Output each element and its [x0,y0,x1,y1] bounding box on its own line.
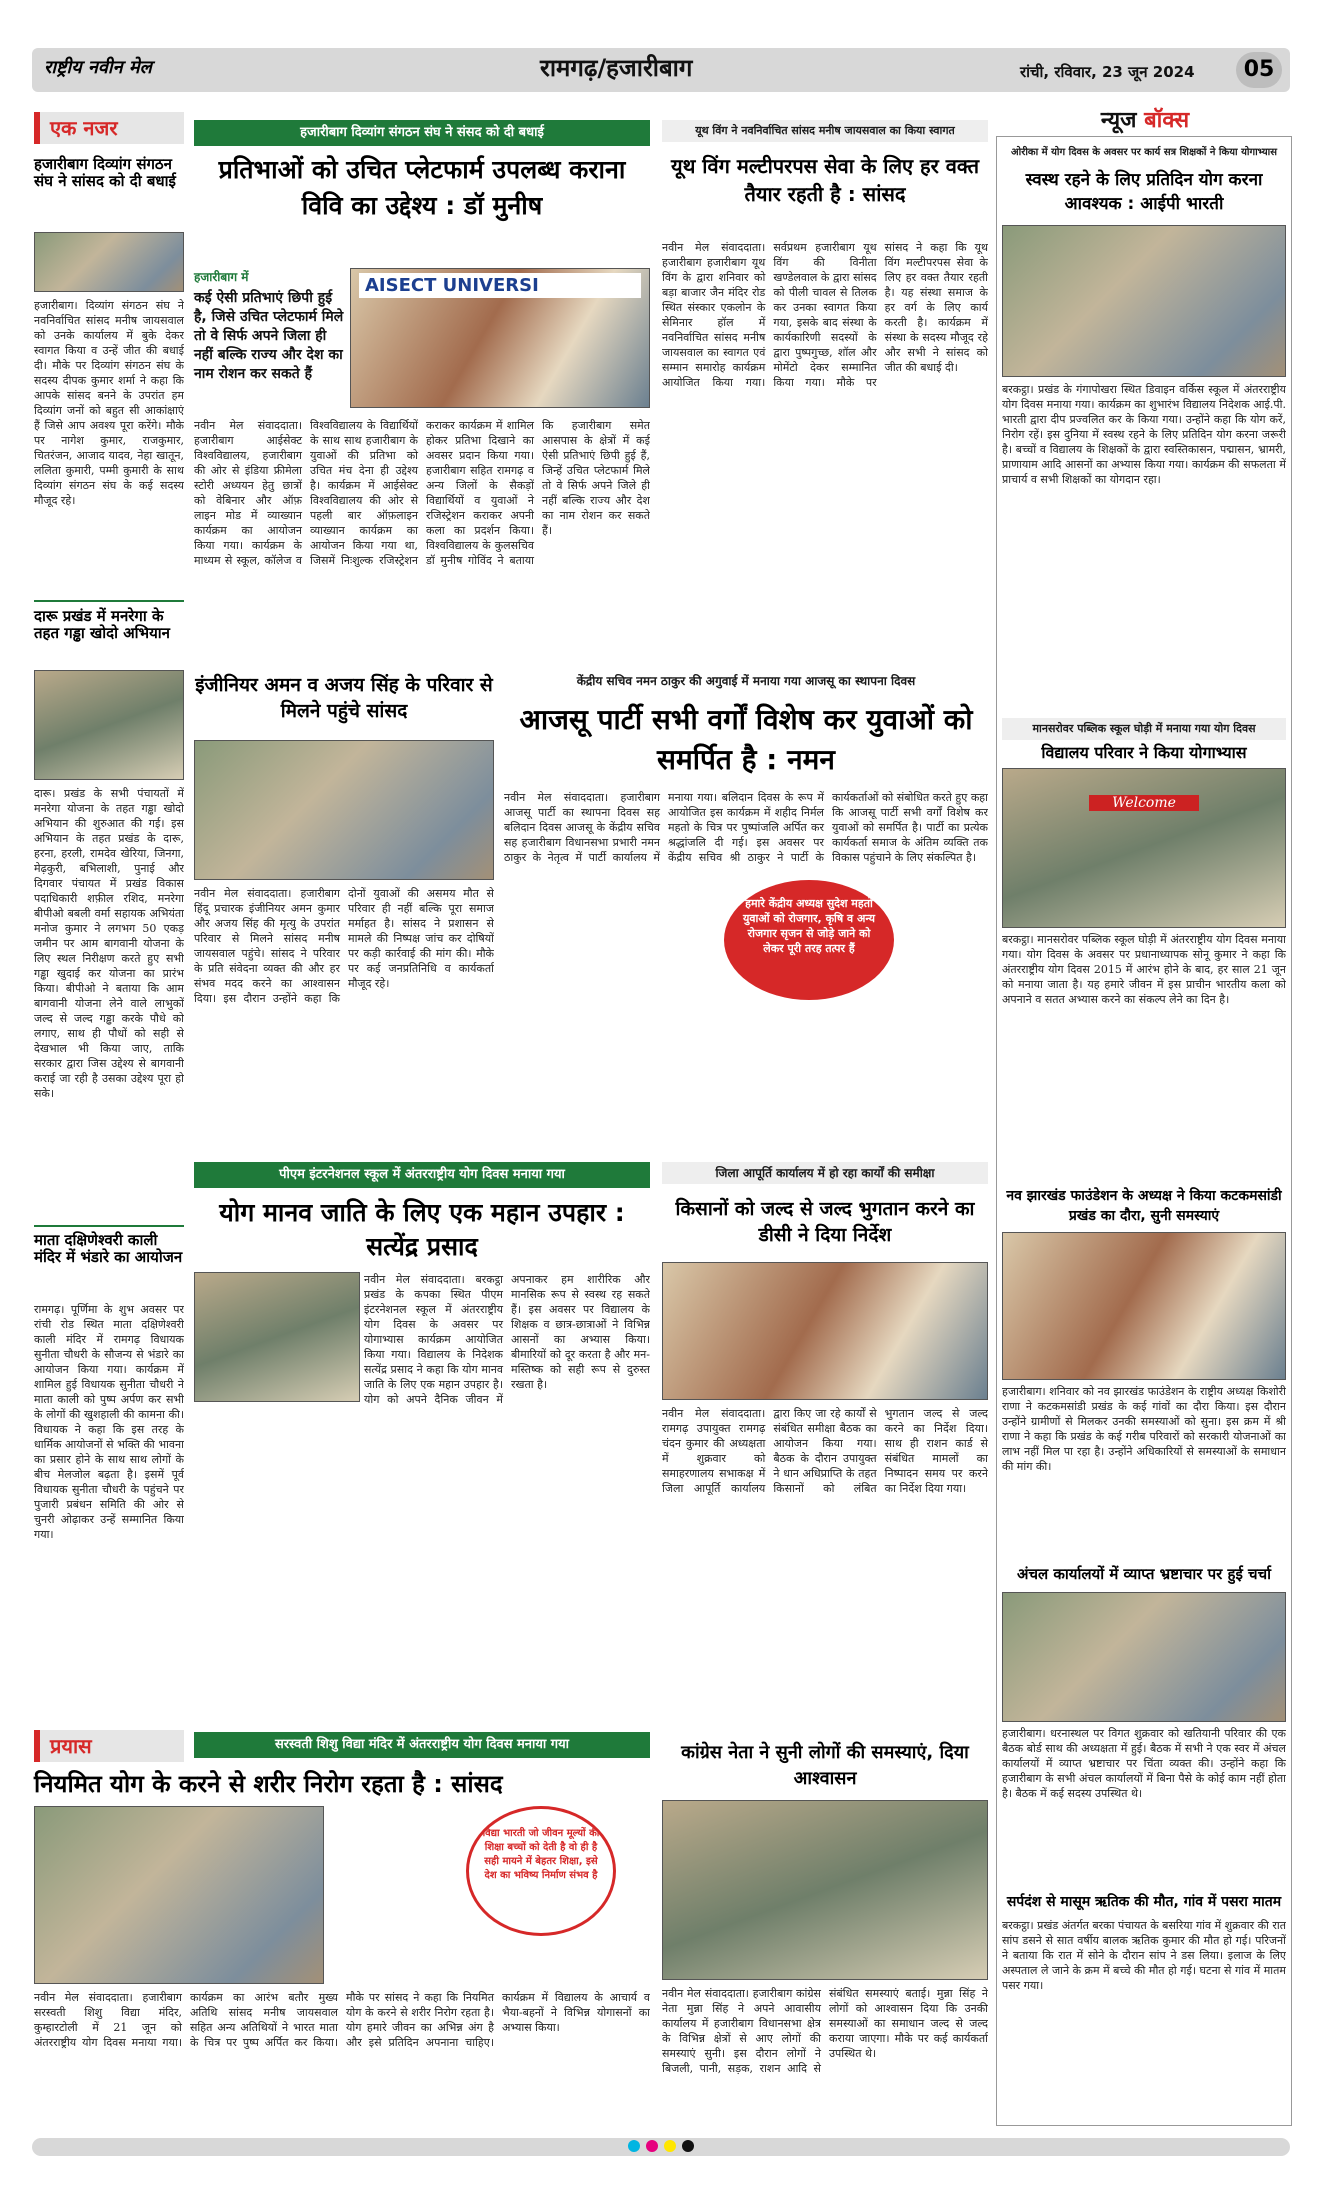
bottom-callout: विद्या भारती जो जीवन मूल्यों की शिक्षा बच्चों को देती है वो ही है सही मायने में बेहतर शिक्षा, इसे देश का भविष्य निर्माण संभव है [466,1806,616,1936]
prayas-label-box [34,1730,184,1762]
divider [34,1225,184,1227]
reg-dot-black [682,2140,694,2152]
bottom-body: नवीन मेल संवाददाता। हजारीबाग सरस्वती शिशु विद्या मंदिर, कुम्हारटोली में 21 जून को अंतरराष्ट्रीय योग दिवस मनाया गया। कार्यक्रम का आरंभ बतौर मुख्य अतिथि सांसद मनीष जायसवाल सहित अन्य अतिथियों ने भारत माता के चित्र पर पुष्प अर्पित कर किया। मौके पर सांसद ने कहा कि नियमित योग के करने से शरीर निरोग रहता है। योग हमारे जीवन का अभिन्न अंग है और इसे प्रतिदिन अपनाना चाहिए। कार्यक्रम में विद्यालय के आचार्य व भैया-बहनों ने विभिन्न योगासनों का अभ्यास किया। [34,1991,650,2049]
divider [34,600,184,602]
col3-body: नवीन मेल संवाददाता। हजारीबाग हजारीबाग यूथ विंग के द्वारा शनिवार को बड़ा बाजार जैन मंदिर रोड स्थित संस्कार एकलोन के सेमिनार हॉल में नवनिर्वाचित सांसद मनीष जायसवाल का स्वागत एवं सम्मान समारोह कार्यक्रम आयोजित किया गया। सर्वप्रथम हजारीबाग यूथ विंग की विनीता खण्डेलवाल के द्वारा सांसद को पीली चावल से तिलक कर उनका स्वागत किया गया, इसके बाद संस्था के कार्यकारिणी सदस्यों के द्वारा पुष्पगुच्छ, शॉल और मोमेंटो देकर सम्मानित किया गया। मौके पर सांसद ने कहा कि यूथ विंग मल्टीपरपस सेवा के लिए हर वक्त तैयार रहती है। यह संस्था समाज के हर वर्ग के लिए कार्य करती है। कार्यक्रम में संस्था के सदस्य मौजूद रहे और सभी ने सांसद को जीत की बधाई दी। [662,241,988,389]
bottom2-photo [662,1800,988,1980]
news-box-photo3 [1002,1232,1286,1380]
pullquote-text: कई ऐसी प्रतिभाएं छिपी हुई है, जिसे उचित प्लेटफार्म मिले तो वे सिर्फ अपने जिला ही नहीं बल्कि राज्य और देश का नाम रोशन कर सकते हैं [194,290,344,382]
mid3-body: नवीन मेल संवाददाता। बरकट्ठा प्रखंड के कपका स्थित पीएम इंटरनेशनल स्कूल में अंतरराष्ट्रीय योग दिवस के अवसर पर योगाभ्यास कार्यक्रम आयोजित किया गया। विद्यालय के निदेशक सत्येंद्र प्रसाद ने कहा कि योग मानव जाति के लिए एक महान उपहार है। योग को अपने दैनिक जीवन में अपनाकर हम शारीरिक और मानसिक रूप से स्वस्थ रह सकते हैं। इस अवसर पर विद्यालय के शिक्षक व छात्र-छात्राओं ने विभिन्न आसनों का अभ्यास किया। बीमारियों को दूर करता है और मन-मस्तिष्क को सही रूप से दुरुस्त रखता है। [364,1273,650,1406]
bottom2-body: नवीन मेल संवाददाता। हजारीबाग कांग्रेस नेता मुन्ना सिंह ने अपने आवासीय कार्यालय में हजारीबाग विधानसभा क्षेत्र के विभिन्न क्षेत्रों से आए लोगों की समस्याएं सुनी। इस दौरान लोगों ने बिजली, पानी, सड़क, राशन आदि से संबंधित समस्याएं बताई। मुन्ना सिंह ने लोगों को आश्वासन दिया कि उनकी समस्याओं का समाधान जल्द से जल्द कराया जाएगा। मौके पर कई कार्यकर्ता उपस्थित थे। [662,1987,988,2075]
left-item1-headline: हजारीबाग दिव्यांग संगठन संघ ने सांसद को दी बधाई [34,155,176,191]
pullquote-tag: हजारीबाग में [194,270,249,284]
mid4-photo [662,1262,988,1400]
news-box-photo4 [1002,1592,1286,1722]
col3-kicker: यूथ विंग ने नवनिर्वाचित सांसद मनीष जायसवाल का किया स्वागत [662,120,988,142]
left-item3-body: रामगढ़। पूर्णिमा के शुभ अवसर पर रांची रोड स्थित माता दक्षिणेश्वरी काली मंदिर में रामगढ़ विधायक सुनीता चौधरी के सौजन्य से भंडारे का आयोजन किया गया। कार्यक्रम में शामिल हुई विधायक सुनीता चौधरी ने माता काली को पुष्प अर्पण कर सभी के लोगों की खुशहाली की कामना की। विधायक ने कहा कि इस तरह के धार्मिक आयोजनों से भक्ति की भावना का प्रसार होने के साथ साथ लोगों के बीच मेलजोल बढ़ता है। इसमें पूर्व विधायक सुनीता चौधरी के पहुंचने पर पुजारी प्रबंधन समिति की ओर से चुनरी ओढ़ाकर उन्हें सम्मानित किया गया। [34,1303,184,1541]
col3-headline: यूथ विंग मल्टीपरपस सेवा के लिए हर वक्त तैयार रहती है : सांसद [670,154,980,206]
left-item2-body: दारू। प्रखंड के सभी पंचायतों में मनरेगा योजना के तहत गड्ढा खोदो अभियान की शुरुआत की गई। इस अभियान के तहत प्रखंड के दारू, हरना, हरली, रामदेव खेरिया, जिनगा, मेढ़कुरी, बभिलाशी, पुनाई और दिगवार पंचायत में प्रखंड विकास पदाधिकारी शफ़ील रशिद, मनरेगा बीपीओ बबली वर्मा सहायक अभियंता मनोज कुमार ने लगभग 50 एकड़ जमीन पर आम बागवानी योजना के लिए स्थल निरीक्षण करते हुए सभी गड्ढा खुदाई कर योजना का प्रारंभ किया। बीपीओ ने बताया कि आम बागवानी योजना लेने वाले लाभुकों जल्द से जल्द गड्ढा करके पौधे को लगाए, साथ ही पौधों को सही से देखभाल भी किया जाए, ताकि सरकार द्वारा जिस उद्देश्य से बागवानी कराई जा रही है उसका उद्देश्य पूरा हो सके। [34,787,184,1100]
ek-nazar-title: एक नजर [50,116,118,140]
prayas-label: प्रयास [50,1734,92,1758]
reg-dot-cyan [628,2140,640,2152]
mid3-headline: योग मानव जाति के लिए एक महान उपहार : सत्येंद्र प्रसाद [219,1198,625,1261]
left-item3-headline: माता दक्षिणेश्वरी काली मंदिर में भंडारे का आयोजन [34,1231,183,1267]
left-item1-body: हजारीबाग। दिव्यांग संगठन संघ ने नवनिर्वाचित सांसद मनीष जायसवाल को उनके कार्यालय में बुके देकर स्वागत किया व उन्हें जीत की बधाई दी। मौके पर दिव्यांग संगठन संघ के सदस्य दीपक कुमार शर्मा ने कहा कि आपके सांसद बनने के उपरांत हम दिव्यांग जनों को बहुत सी आकांक्षाएं हैं जिसे आप अवश्य पूरा करेंगे। मौके पर नागेश कुमार, राजकुमार, चितरंजन, आजाद यादव, नेहा खातून, ललिता कुमारी, पम्मी कुमारी के साथ दिव्यांग संगठन संघ के कई सदस्य मौजूद रहे। [34,299,184,507]
left-item2-photo [34,670,184,780]
news-box-head4: अंचल कार्यालयों में व्याप्त भ्रष्टाचार पर हुई चर्चा [1017,1565,1271,1583]
page-number: 05 [1236,52,1282,88]
bottom-headline: नियमित योग के करने से शरीर निरोग रहता है : सांसद [34,1770,503,1798]
mid2-headline: आजसू पार्टी सभी वर्गों विशेष कर युवाओं को समर्पित है : नमन [519,703,973,776]
news-box-head5: सर्पदंश से मासूम ऋतिक की मौत, गांव में पसरा मातम [1006,1894,1282,1910]
mid2-body: नवीन मेल संवाददाता। हजारीबाग आजसू पार्टी का स्थापना दिवस सह बलिदान दिवस आजसू के केंद्रीय सचिव सह हजारीबाग विधानसभा प्रभारी नमन ठाकुर के नेतृत्व में पार्टी कार्यालय में मनाया गया। बलिदान दिवस के रूप में आयोजित इस कार्यक्रम में शहीद निर्मल महतो के चित्र पर पुष्पांजलि अर्पित कर श्रद्धांजलि दी गई। इस अवसर पर केंद्रीय सचिव श्री ठाकुर ने पार्टी के कार्यकर्ताओं को संबोधित करते हुए कहा कि आजसू पार्टी सभी वर्गों विशेष कर युवाओं को समर्पित है। पार्टी का प्रत्येक कार्यकर्ता समाज के अंतिम व्यक्ति तक विकास पहुंचाने के लिए संकल्पित है। [504,791,988,864]
news-box-title-a: न्यूज [1100,108,1137,133]
news-box-photo1 [1002,225,1286,377]
col2-photo [350,268,650,408]
news-box-body1: बरकट्ठा। प्रखंड के गंगापोखरा स्थित डिवाइन वर्किस स्कूल में अंतरराष्ट्रीय योग दिवस मनाया गया। कार्यक्रम का शुभारंभ विद्यालय निदेशक आई.पी. भारती द्वारा दीप प्रज्वलित कर के किया गया। उन्होंने कहा कि योग करें, निरोग रहें। इस दुनिया में स्वस्थ रहने के लिए प्रतिदिन योग करना जरूरी है। बच्चों व विद्यालय के शिक्षकों के द्वारा स्वस्तिकासन, पद्मासन, भ्रामरी, प्राणायाम आदि आसनों का अभ्यास किया गया। कार्यक्रम की सफलता में प्राचार्य व सभी शिक्षकों का योगदान रहा। [1002,383,1286,486]
col2-pullquote-box [194,268,344,418]
welcome-sign: Welcome [1089,795,1199,811]
news-box-strap2: मानसरोवर पब्लिक स्कूल घोड़ी में मनाया गया योग दिवस [1002,718,1286,740]
bottom2-headline: कांग्रेस नेता ने सुनी लोगों की समस्याएं, दिया आश्वासन [681,1742,969,1789]
news-box-head2: विद्यालय परिवार ने किया योगाभ्यास [1041,743,1247,762]
ek-nazar-header [34,112,184,144]
mid4-body: नवीन मेल संवाददाता। रामगढ़ उपायुक्त रामगढ़ चंदन कुमार की अध्यक्षता में शुक्रवार को समाहरणालय सभाकक्ष में जिला आपूर्ति कार्यालय द्वारा किए जा रहे कार्यों से संबंधित समीक्षा बैठक का आयोजन किया गया। बैठक के दौरान उपायुक्त ने धान अधिप्राप्ति के तहत किसानों को लंबित भुगतान जल्द से जल्द करने का निर्देश दिया। साथ ही राशन कार्ड से संबंधित मामलों का निष्पादन समय पर करने का निर्देश दिया गया। [662,1407,988,1495]
news-box-strap: ओरीका में योग दिवस के अवसर पर कार्य सत्र शिक्षकों ने किया योगाभ्यास [1011,147,1277,158]
section-title: रामगढ़/हजारीबाग [540,54,693,82]
bottom-kicker: सरस्वती शिशु विद्या मंदिर में अंतरराष्ट्रीय योग दिवस मनाया गया [194,1732,650,1758]
mid3-photo [194,1272,360,1402]
news-box-photo2 [1002,768,1286,928]
mid2-callout: हमारे केंद्रीय अध्यक्ष सुदेश महतो युवाओं को रोजगार, कृषि व अन्य रोजगार सृजन से जोड़े जाने को लेकर पूरी तरह तत्पर हैं [724,880,894,1000]
reg-dot-magenta [646,2140,658,2152]
news-box-body5: बरकट्ठा। प्रखंड अंतर्गत बरका पंचायत के बसरिया गांव में शुक्रवार की रात सांप डसने से सात वर्षीय बालक ऋतिक कुमार की मौत हो गई। परिजनों ने बताया कि रात में सोने के दौरान सांप ने डस लिया। इलाज के लिए अस्पताल ले जाने के क्रम में बच्चे की मौत हो गई। घटना से गांव में मातम पसर गया। [1002,1919,1286,1992]
news-box-title-b: बॉक्स [1144,108,1190,133]
mid4-headline: किसानों को जल्द से जल्द भुगतान करने का डीसी ने दिया निर्देश [675,1198,975,1246]
footer-bar [32,2138,1290,2156]
mid1-headline: इंजीनियर अमन व अजय सिंह के परिवार से मिलने पहुंचे सांसद [195,674,493,722]
col2-body: नवीन मेल संवाददाता। हजारीबाग आईसेक्ट विश्वविद्यालय, हजारीबाग की ओर से इंडिया फ्रीमेला स्टोरी अध्ययन हेतु छात्रों को वेबिनार और ऑफ़ लाइन मोड में व्याख्यान कार्यक्रम का आयोजन किया गया। कार्यक्रम के माध्यम से स्कूल, कॉलेज व विश्वविद्यालय के विद्यार्थियों के साथ साथ हजारीबाग के युवाओं की प्रतिभा को उचित मंच देना ही उद्देश्य है। कार्यक्रम में आईसेक्ट विश्वविद्यालय की ओर से पहली बार ऑफ़लाइन व्याख्यान कार्यक्रम का आयोजन किया गया था, जिसमें निःशुल्क रजिस्ट्रेशन कराकर कार्यक्रम में शामिल होकर प्रतिभा दिखाने का अवसर प्रदान किया गया। हजारीबाग सहित रामगढ़ व अन्य जिलों के सैकड़ों विद्यार्थियों व युवाओं ने रजिस्ट्रेशन कराकर अपनी कला का प्रदर्शन किया। विश्वविद्यालय के कुलसचिव डॉ मुनीष गोविंद ने बताया कि हजारीबाग समेत आसपास के क्षेत्रों में कई ऐसी प्रतिभाएं छिपी हुई हैं, जिन्हें उचित प्लेटफार्म मिले तो वे सिर्फ अपने जिले ही नहीं बल्कि राज्य और देश का नाम रोशन कर सकते हैं। [194,419,650,567]
banner-text: AISECT UNIVERSI [359,273,641,298]
mid2-kicker: केंद्रीय सचिव नमन ठाकुर की अगुवाई में मनाया गया आजसू का स्थापना दिवस [576,674,916,688]
mid1-photo [194,740,494,880]
left-item2-headline: दारू प्रखंड में मनरेगा के तहत गड्ढा खोदो अभियान [34,607,170,643]
news-box-title [1000,104,1290,138]
news-box-head3: नव झारखंड फाउंडेशन के अध्यक्ष ने किया कटकमसांडी प्रखंड का दौरा, सुनी समस्याएं [1006,1188,1282,1224]
col2-kicker: हजारीबाग दिव्यांग संगठन संघ ने संसद को दी बधाई [194,120,650,146]
news-box-body2: बरकट्ठा। मानसरोवर पब्लिक स्कूल घोड़ी में अंतरराष्ट्रीय योग दिवस मनाया गया। योग दिवस के अवसर पर प्रधानाध्यापक सोनू कुमार ने कहा कि अंतरराष्ट्रीय योग दिवस 2015 में आरंभ होने के बाद, हर साल 21 जून को मनाया जाता है। यह हमारे जीवन में इस प्राचीन भारतीय कला को अपनाने व सतत अभ्यास करने का संकल्प लेने का दिन है। [1002,933,1286,1006]
reg-dot-yellow [664,2140,676,2152]
news-box-body4: हजारीबाग। धरनास्थल पर विगत शुक्रवार को खतियानी परिवार की एक बैठक बोर्ड साथ की अध्यक्षता में हुई। बैठक में सभी ने एक स्वर में अंचल कार्यालयों में व्याप्त भ्रष्टाचार पर चिंता व्यक्त की। उन्होंने कहा कि हजारीबाग के सभी अंचल कार्यालयों में बिना पैसे के कोई काम नहीं होता है। बैठक में कई सदस्य उपस्थित थे। [1002,1727,1286,1800]
news-box-body3: हजारीबाग। शनिवार को नव झारखंड फाउंडेशन के राष्ट्रीय अध्यक्ष किशोरी राणा ने कटकमसांडी प्रखंड के कई गांवों का दौरा किया। इस दौरान उन्होंने ग्रामीणों से मिलकर उनकी समस्याओं को सुना। इस क्रम में श्री राणा ने कहा कि प्रखंड के कई गरीब परिवारों को सरकारी योजनाओं का लाभ नहीं मिल पा रहा है। उन्होंने अधिकारियों से समस्याओं के समाधान की मांग की। [1002,1385,1286,1473]
col2-headline: प्रतिभाओं को उचित प्लेटफार्म उपलब्ध कराना विवि का उद्देश्य : डॉ मुनीष [218,155,626,220]
dateline: रांची, रविवार, 23 जून 2024 [1020,63,1195,81]
news-box-head1: स्वस्थ रहने के लिए प्रतिदिन योग करना आवश्यक : आईपी भारती [1025,170,1263,214]
mid3-kicker: पीएम इंटरनेशनल स्कूल में अंतरराष्ट्रीय योग दिवस मनाया गया [194,1162,650,1188]
paper-logo: राष्ट्रीय नवीन मेल [44,57,152,78]
bottom-photo [34,1806,324,1984]
left-item1-photo [34,232,184,292]
mid4-kicker: जिला आपूर्ति कार्यालय में हो रहा कार्यों की समीक्षा [662,1162,988,1184]
mid1-body: नवीन मेल संवाददाता। हजारीबाग हिंदू प्रचारक इंजीनियर अमन कुमार और अजय सिंह की मृत्यु के उपरांत परिवार से मिलने सांसद मनीष जायसवाल पहुंचे। सांसद ने परिवार के प्रति संवेदना व्यक्त की और हर संभव मदद करने का आश्वासन दिया। इस दौरान उन्होंने कहा कि दोनों युवाओं की असमय मौत से परिवार ही नहीं बल्कि पूरा समाज मर्माहत है। सांसद ने प्रशासन से मामले की निष्पक्ष जांच कर दोषियों पर कड़ी कार्रवाई की मांग की। मौके पर कई जनप्रतिनिधि व कार्यकर्ता मौजूद रहे। [194,887,494,1005]
